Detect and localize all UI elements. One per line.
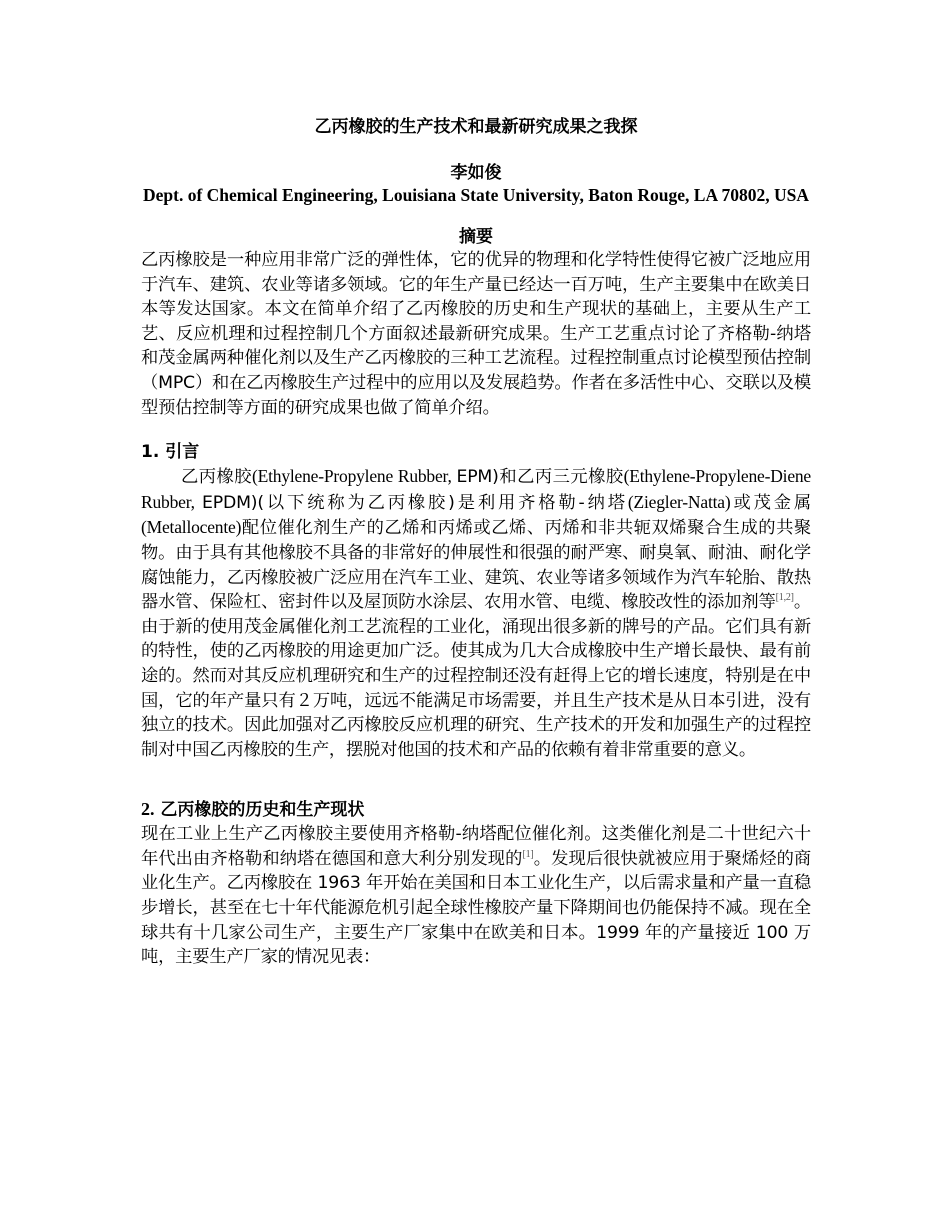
author-name: 李如俊 [450,163,502,183]
section-2-number: 2. [141,799,155,820]
paper-title: 乙丙橡胶的生产技术和最新研究成果之我探 [314,117,638,137]
para-text: 现在工业上生产乙丙橡胶主要使用齐格勒-纳塔配位催化剂。这类催化剂是二十世纪六十年代出由齐格勒和纳塔在德国和意大利分别发现的 [141,824,811,869]
text-column [141,110,811,970]
para-text: 乙丙橡胶 [181,467,252,488]
section-1-paragraph [141,464,811,762]
section-1-title: 引言 [165,442,200,463]
para-text: (Ethylene-Propylene-Diene Rubber, [141,466,812,512]
para-text: 配位催化剂生产的乙烯和丙烯或乙烯、丙烯和非共轭双烯聚合生成的共聚物。由于具有其他橡胶不具备的非常好的伸展性和很强的耐严寒、耐臭氧、耐油、耐化学腐蚀能力，乙丙橡胶被广泛应用在汽车工业、建筑、农业等诸多领域作为汽车轮胎、散热器水管、保险杠、密封件以及屋顶防水涂层、农用水管、电缆、橡胶改性的添加剂等 [141,518,811,613]
citation-ref: [1,2] [775,592,794,604]
para-text: 。由于新的使用茂金属催化剂工艺流程的工业化，涌现出很多新的牌号的产品。它们具有新的特性，使的乙丙橡胶的用途更加广泛。使其成为几大合成橡胶中生产增长最快、最有前途的。然而对其反应机理研究和生产的过程控制还没有赶得上它的增长速度，特别是在中国，它的年产量只有２万吨，远远不能满足市场需要，并且生产技术是从日本引进，没有独立的技术。因此加强对乙丙橡胶反应机理的研究、生产技术的开发和加强生产的过程控制对中国乙丙橡胶的生产，摆脱对他国的技术和产品的依赖有着非常重要的意义。 [141,592,811,760]
section-2-paragraph [141,822,811,970]
para-text: (Metallocente) [141,517,242,538]
citation-ref: [1] [522,849,534,861]
section-1-number: 1. [141,442,160,463]
para-text: EPM)和乙丙三元橡胶 [456,467,624,488]
abstract-text: 乙丙橡胶是一种应用非常广泛的弹性体，它的优异的物理和化学特性使得它被广泛地应用于汽车、建筑、农业等诸多领域。它的年生产量已经达一百万吨，生产主要集中在欧美日本等发达国家。本文在简单介绍了乙丙橡胶的历史和生产现状的基础上，主要从生产工艺、反应机理和过程控制几个方面叙述最新研究成果。生产工艺重点讨论了齐格勒-纳塔和茂金属两种催化剂以及生产乙丙橡胶的三种工艺流程。过程控制重点讨论模型预估控制（MPC）和在乙丙橡胶生产过程中的应用以及发展趋势。作者在多活性中心、交联以及模型预估控制等方面的研究成果也做了简单介绍。 [141,250,811,418]
abstract-heading: 摘要 [459,227,493,247]
section-1-heading [141,440,811,464]
para-text: (Ethylene-Propylene Rubber, [252,466,457,487]
para-text: 。发现后很快就被应用于聚烯烃的商业化生产。乙丙橡胶在 1963 年开始在美国和日本工业化生产，以后需求量和产量一直稳步增长，甚至在七十年代能源危机引起全球性橡胶产量下降期间也仍能保持不减。现在全球共有十几家公司生产，主要生产厂家集中在欧美和日本。1999 年的产量接近 100 万吨，主要生产厂家的情况见表： [141,848,811,968]
para-text: 或茂金属 [730,492,812,513]
para-text: (Ziegler-Natta) [627,491,731,512]
section-2-title: 乙丙橡胶的历史和生产现状 [160,800,365,821]
section-2-heading [141,797,811,822]
author-affiliation: Dept. of Chemical Engineering, Louisiana State University, Baton Rouge, LA 70802, USA [143,185,809,205]
para-text: EPDM)(以下统称为乙丙橡胶)是利用齐格勒-纳塔 [202,492,628,513]
